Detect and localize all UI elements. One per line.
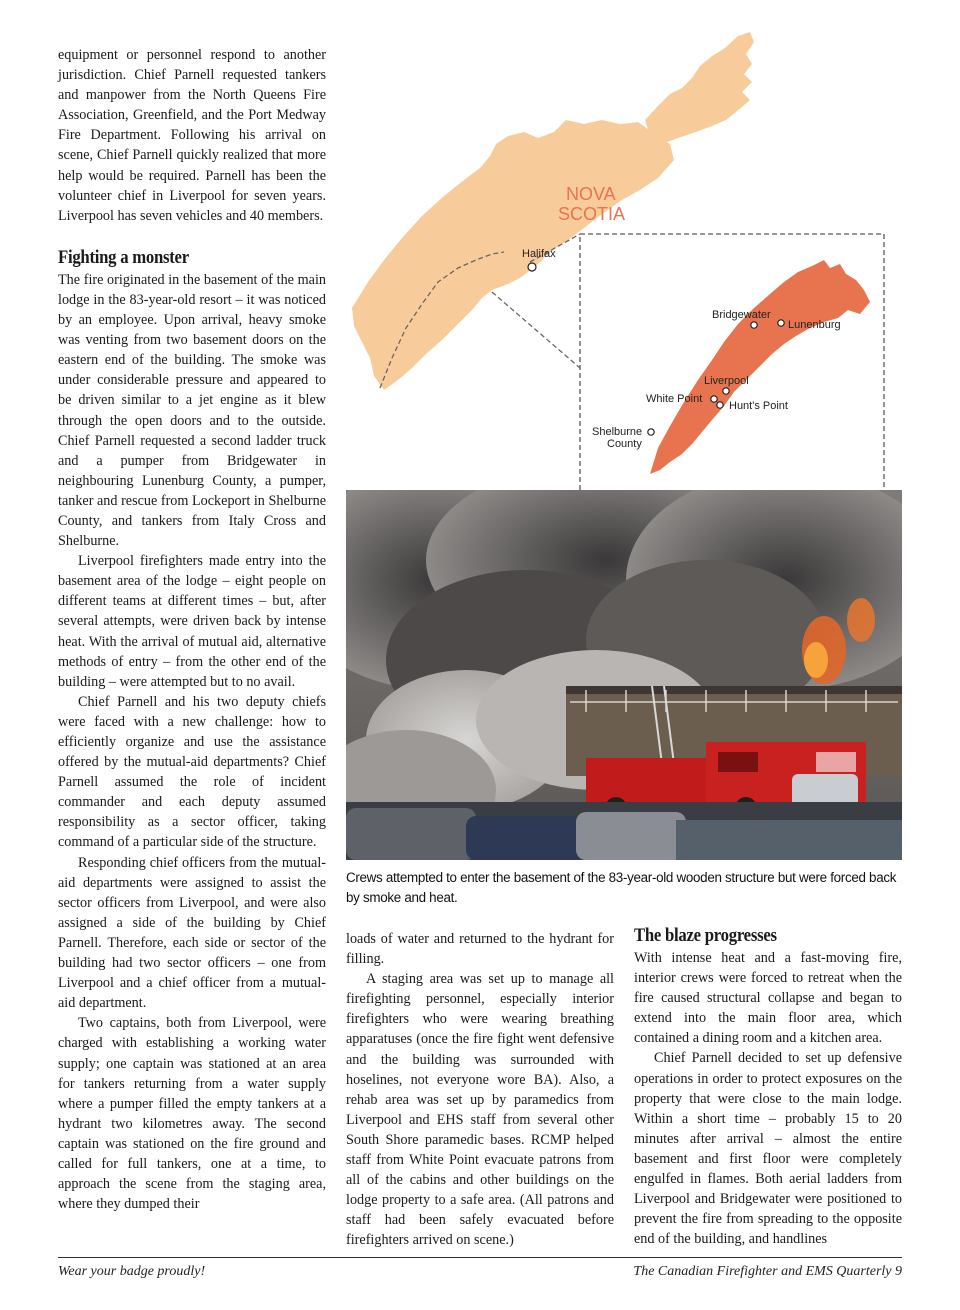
footer-tagline: Wear your badge proudly!: [58, 1264, 206, 1279]
section-heading-fighting-a-monster: Fighting a monster: [58, 246, 189, 268]
paragraph: A staging area was set up to manage all firefighting personnel, especially interior firefighters who were wearing breathing apparatuses (once the fire fight went defensive and the building was surrounded with hoselines, not everyone wore BA). Also, a rehab area was set up by paramedics from Liverpool and EHS staff from several other South Shore paramedic bases. RCMP helped staff from White Point evacuate patrons from all of the cabins and other buildings on the lodge property to a safe area. (All patrons and staff had been safely evacuated before firefighters arrived on scene.): [346, 971, 614, 1249]
label-liverpool: Liverpool: [704, 375, 749, 387]
marker-white-point: [711, 396, 717, 402]
fire-photo: [346, 490, 902, 860]
map-title-scotia: SCOTIA: [558, 204, 626, 224]
footer-divider: [58, 1257, 902, 1258]
paragraph: Chief Parnell decided to set up defensive operations in order to protect exposures on the property that were close to the main lodge. Within a short time – probably 15 to 20 minutes after arrival – almost the entire basement and first floor were completely engulfed in flames. Both aerial ladders from Liverpool and Bridgewater were positioned to prevent the fire from spreading to the opposite end of the building, and handlines: [634, 1050, 902, 1248]
label-county: County: [607, 438, 642, 450]
label-white-point: White Point: [646, 393, 703, 405]
nova-scotia-map: [340, 28, 900, 524]
paragraph: The fire originated in the basement of the main lodge in the 83-year-old resort – it was noticed by an employee. Upon arrival, heavy smoke was venting from two basement doors on the eastern end of the building. The smoke was under considerable pressure and appeared to be driven similar to a jet engine as it blew through the open doors and to the outside. Chief Parnell requested a second ladder truck and a pumper from Bridgewater in neighbouring Lunenburg County, a pumper, tanker and rescue from Lockeport in Shelburne County, and tankers from Italy Cross and Shelburne.: [58, 271, 326, 550]
marker-halifax: [528, 263, 536, 271]
map-title-nova: NOVA: [566, 184, 616, 204]
marker-shelburne: [648, 429, 654, 435]
paragraph: loads of water and returned to the hydrant for filling.: [346, 931, 614, 968]
paragraph: Two captains, both from Liverpool, were charged with establishing a working water supply; one captain was stationed at an area for tankers returning from a water supply where a pumper filled the empty tankers at a hydrant two kilometres away. The second captain was stationed on the fire ground and called for full tankers, one at a time, to approach the scene from the staging area, where they dumped their: [58, 1015, 326, 1213]
paragraph: Chief Parnell and his two deputy chiefs were faced with a new challenge: how to efficiently organize and use the assistance offered by the mutual-aid departments? Chief Parnell assumed the role of incident commander and each deputy assumed responsibility as a sector officer, taking command of a particular side of the structure.: [58, 693, 326, 851]
column-middle: [346, 929, 614, 1251]
footer-publication: The Canadian Firefighter and EMS Quarterly 9: [633, 1264, 902, 1279]
column-right: [634, 924, 902, 1249]
cape-breton-shape: [645, 32, 754, 144]
marker-hunts-point: [717, 402, 723, 408]
paragraph: Liverpool firefighters made entry into the basement area of the lodge – eight people on different teams at different times – but, after several attempts, were driven back by intense heat. With the arrival of mutual aid, alternative methods of entry – from the other end of the building – were attempted but to no avail.: [58, 553, 326, 690]
label-lunenburg: Lunenburg: [788, 319, 841, 331]
marker-liverpool: [723, 388, 729, 394]
paragraph: With intense heat and a fast-moving fire, interior crews were forced to retreat when the fire caused structural collapse and began to extend into the main floor area, which contained a dining room and a kitchen area.: [634, 950, 902, 1047]
section-heading-the-blaze-progresses: The blaze progresses: [634, 925, 777, 946]
marker-lunenburg: [778, 320, 784, 326]
paragraph: Responding chief officers from the mutual-aid departments were assigned to assist the sector officers from Liverpool, and were also assigned a side of the building by Chief Parnell. Therefore, each side or sector of the building had two sector officers – one from Liverpool and a chief officer from a mutual-aid department.: [58, 854, 326, 1012]
label-halifax: Halifax: [522, 248, 556, 260]
photo-caption: Crews attempted to enter the basement of the 83-year-old wooden structure but were forced back by smoke and heat.: [346, 870, 897, 905]
label-shelburne: Shelburne: [592, 426, 643, 438]
marker-bridgewater: [751, 322, 757, 328]
label-bridgewater: Bridgewater: [712, 309, 771, 321]
column-left: [58, 45, 326, 1214]
label-hunts-point: Hunt's Point: [729, 400, 788, 412]
intro-paragraph: equipment or personnel respond to another jurisdiction. Chief Parnell requested tankers and manpower from the North Queens Fire Association, Greenfield, and the Port Medway Fire Department. Following his arrival on scene, Chief Parnell quickly realized that more help would be required. Parnell has been the volunteer chief in Liverpool for seven years. Liverpool has seven vehicles and 40 members.: [58, 47, 326, 224]
